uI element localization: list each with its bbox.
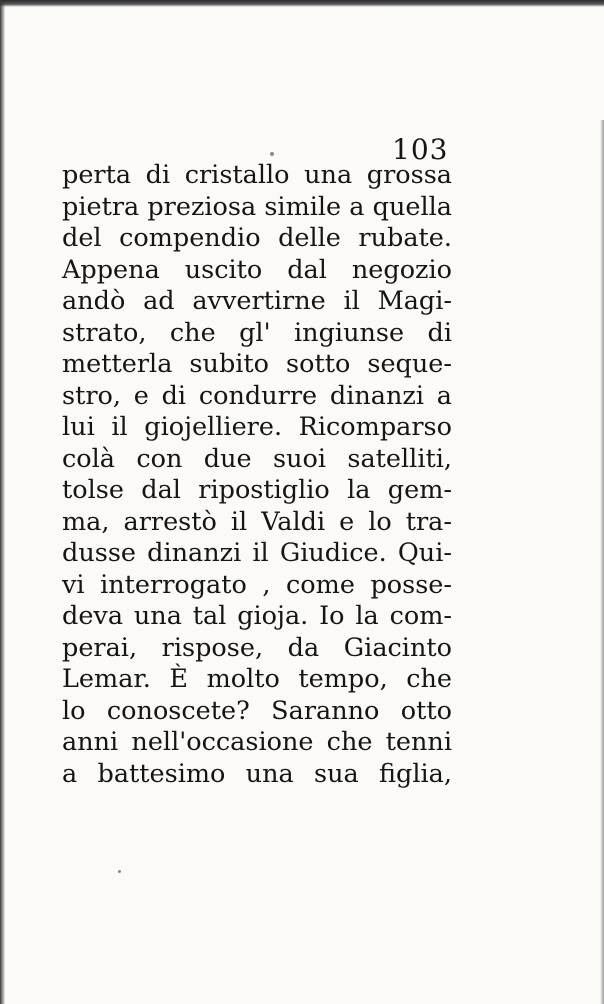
text-line: tolse dal ripostiglio la gem- xyxy=(62,475,452,505)
text-line: dusse dinanzi il Giudice. Qui- xyxy=(62,538,452,568)
text-line: lo conoscete? Saranno otto xyxy=(62,695,452,726)
text-line: anni nell'occasione che tenni xyxy=(62,727,452,757)
text-line: del compendio delle rubate. xyxy=(62,223,452,253)
text-line: perai, rispose, da Giacinto xyxy=(62,632,452,663)
text-line: deva una tal gioja. Io la com- xyxy=(62,601,452,631)
text-line: ma, arrestò il Valdi e lo tra- xyxy=(62,506,452,537)
text-line: stro, e di condurre dinanzi a xyxy=(62,380,452,411)
text-line: andò ad avvertirne il Magi- xyxy=(62,286,452,316)
page-number: 103 xyxy=(392,133,449,166)
text-line: perta di cristallo una grossa xyxy=(62,160,452,190)
body-text xyxy=(62,160,452,790)
text-line: strato, che gl' ingiunse di xyxy=(62,317,452,348)
page-left-edge xyxy=(0,0,5,1004)
page-right-edge xyxy=(600,120,604,1004)
ink-speck xyxy=(118,870,121,873)
text-line: colà con due suoi satelliti, xyxy=(62,443,452,474)
page-top-edge xyxy=(0,0,604,7)
text-line: Appena uscito dal negozio xyxy=(62,254,452,285)
text-line: metterla subito sotto seque- xyxy=(62,349,452,379)
text-line: Lemar. È molto tempo, che xyxy=(62,664,452,694)
ink-speck xyxy=(270,152,274,156)
text-line: vi interrogato , come posse- xyxy=(62,569,452,600)
text-line: lui il giojelliere. Ricomparso xyxy=(62,412,452,442)
text-line: a battesimo una sua figlia, xyxy=(62,758,452,789)
text-line: pietra preziosa simile a quella xyxy=(62,191,452,222)
